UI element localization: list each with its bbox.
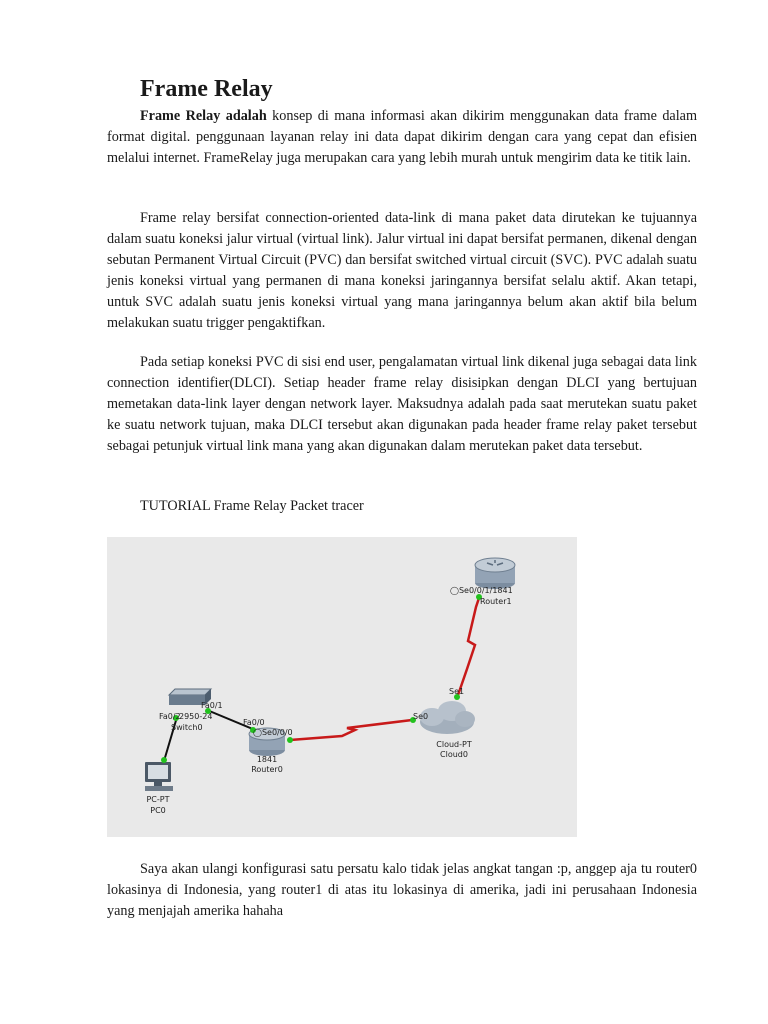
router1-name-label: Router1 bbox=[480, 597, 512, 606]
network-topology-diagram bbox=[107, 537, 577, 837]
paragraph-5: Saya akan ulangi konfigurasi satu persatu kalo tidak jelas angkat tangan :p, anggep aja tu router0 lokasinya di Indonesia, yang router1 di atas itu lokasinya di amerika, jadi ini perusahaan Indonesia yang menjajah amerika hahaha bbox=[107, 861, 697, 919]
page-title: Frame Relay bbox=[140, 76, 273, 102]
switch-name-label: Switch0 bbox=[171, 723, 203, 732]
switch-fa1-label: Fa0/1 bbox=[201, 701, 223, 710]
tutorial-heading: TUTORIAL Frame Relay Packet tracer bbox=[140, 498, 364, 514]
cloud-icon bbox=[420, 701, 475, 734]
router1-icon bbox=[475, 558, 515, 589]
light-router0-se bbox=[287, 737, 293, 743]
cloud-se0-label: Se0 bbox=[413, 712, 429, 721]
paragraph-1 bbox=[107, 106, 697, 169]
router0-model-label: 1841 bbox=[256, 755, 278, 764]
serial-link-router0-cloud bbox=[290, 720, 412, 740]
pc-icon bbox=[145, 762, 173, 791]
cloud-name-label: Cloud0 bbox=[440, 750, 468, 759]
switch-fa2-label: Fa0/2 bbox=[159, 712, 181, 721]
router0-fa-label: Fa0/0 bbox=[243, 718, 265, 727]
paragraph-3: Pada setiap koneksi PVC di sisi end user, pengalamatan virtual link dikenal juga sebagai data link connection identifier(DLCI). Setiap header frame relay disisipkan dengan DLCI yang bertujuan memetakan data-link layer dengan network layer. Maksudnya adalah pada saat merutekan suatu paket ke suatu network tujuan, maka DLCI tersebut akan digunakan pada header frame relay paket tersebut sebagai petunjuk virtual link mana yang akan digunakan dalam merutekan paket data tersebut. bbox=[107, 354, 697, 454]
pc-name-label: PC0 bbox=[150, 806, 166, 815]
switch-model-label: 2950-24 bbox=[179, 712, 213, 721]
paragraph-2: Frame relay bersifat connection-oriented data-link di mana paket data dirutekan ke tujuannya dalam suatu koneksi jalur virtual (virtual link). Jalur virtual ini dapat bersifat permanen, dikenal dengan sebutan Permanent Virtual Circuit (PVC) dan bersifat switched virtual circuit (SVC). PVC adalah suatu jenis koneksi virtual yang permanen di mana koneksi jaringannya bersifat selalu aktif. Akan tetapi, untuk SVC adalah suatu jenis koneksi virtual yang mana jaringannya belum akan aktif bila belum melakukan suatu trigger pengaktifkan. bbox=[107, 210, 697, 331]
pc-model-label: PC-PT bbox=[146, 795, 170, 804]
cloud-model-label: Cloud-PT bbox=[436, 740, 472, 749]
router0-se-label: ◯Se0/0/0 bbox=[253, 728, 293, 737]
cloud-se1-label: Se1 bbox=[449, 687, 465, 696]
serial-link-cloud-router1 bbox=[457, 595, 480, 698]
paragraph-1-text: konsep di mana informasi akan dikirim menggunakan data frame dalam format digital. penggunaan layanan relay ini data dapat dikirim dengan cara yang cepat dan efisien melalui internet. FrameRelay juga merupakan cara yang lebih murah untuk mengirim data ke titik lain. bbox=[107, 108, 697, 166]
router0-name-label: Router0 bbox=[251, 765, 283, 774]
router1-port-label: ◯Se0/0/1/1841 bbox=[450, 586, 513, 595]
paragraph-1-bold: Frame Relay adalah bbox=[140, 108, 267, 124]
topology-svg bbox=[107, 537, 577, 837]
light-pc bbox=[161, 757, 167, 763]
